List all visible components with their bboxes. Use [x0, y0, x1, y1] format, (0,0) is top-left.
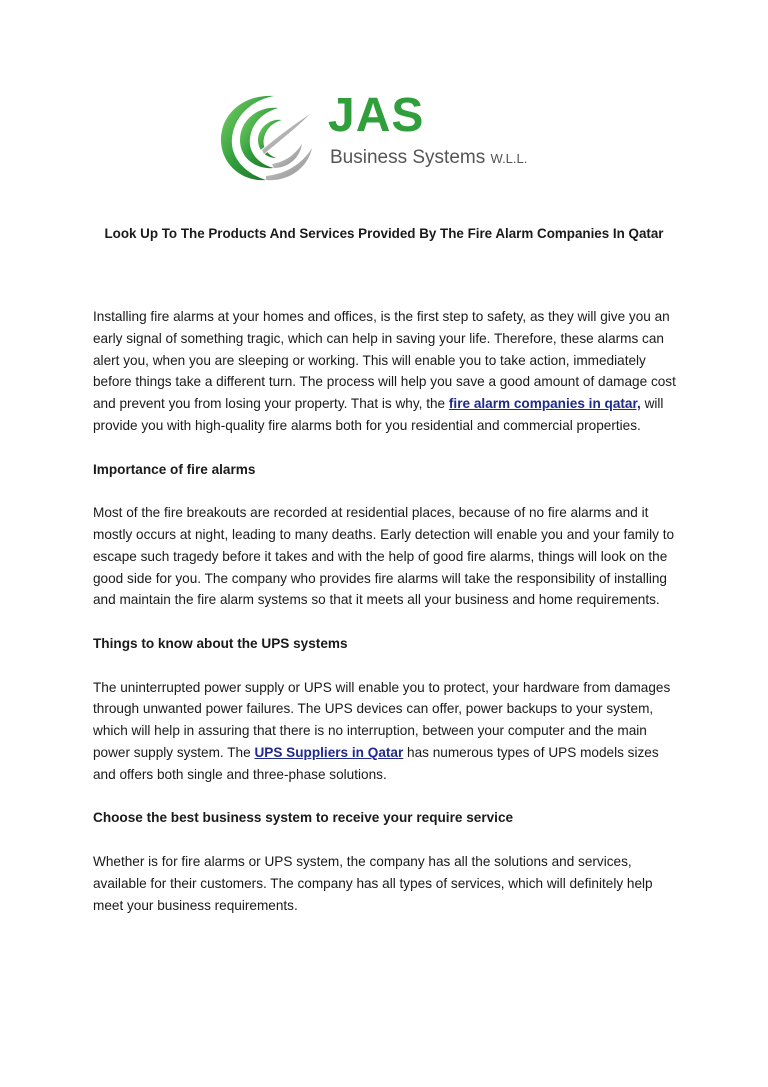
- company-logo: [216, 89, 546, 184]
- importance-heading: Importance of fire alarms: [93, 461, 256, 477]
- ups-text-before-link: The uninterrupted power supply or UPS will enable you to protect, your hardware from damages through unwanted power failures. The UPS devices can offer, power backups to your system, which will help in assuring that there is no interruption, between your computer and the main power supply system. The: [93, 679, 671, 760]
- logo-subline-suffix: W.L.L.: [490, 151, 528, 166]
- fire-alarm-companies-link[interactable]: fire alarm companies in qatar,: [448, 396, 641, 412]
- logo-wordmark: JAS: [328, 89, 425, 142]
- logo-subline-text: Business Systems: [330, 147, 486, 168]
- choose-paragraph: Whether is for fire alarms or UPS system, the company has all the solutions and services, available for their customers. The company has all types of services, which will definitely help meet your business requirements.: [93, 853, 653, 913]
- ups-heading: Things to know about the UPS systems: [93, 635, 348, 651]
- intro-text-after-link: will provide you with high-quality fire alarms both for you residential and commercial properties.: [93, 396, 664, 433]
- logo-subline: [330, 147, 527, 170]
- intro-paragraph: [93, 306, 677, 437]
- document-body: [93, 306, 677, 938]
- intro-text-before-link: Installing fire alarms at your homes and offices, is the first step to safety, as they will give you an early signal of something tragic, which can help in saving your life. Therefore, these alarms can alert you, when you are sleeping or working. This will enable you to take action, immediately before things take a different turn. The process will help you save a good amount of damage cost and prevent you from losing your property. That is why, the: [93, 309, 676, 412]
- swoosh-logo-icon: [216, 92, 320, 184]
- choose-heading: Choose the best business system to receive your require service: [93, 810, 514, 826]
- document-title: Look Up To The Products And Services Provided By The Fire Alarm Companies In Qatar: [104, 226, 664, 241]
- ups-paragraph: [93, 677, 677, 786]
- ups-suppliers-link[interactable]: UPS Suppliers in Qatar: [254, 744, 404, 760]
- importance-paragraph: Most of the fire breakouts are recorded at residential places, because of no fire alarms and it mostly occurs at night, leading to many deaths. Early detection will enable you and your family to escape such tragedy before it takes and with the help of good fire alarms, things will look on the good side for you. The company who provides fire alarms will take the responsibility of installing and maintain the fire alarm systems so that it meets all your business and home requirements.: [93, 505, 675, 608]
- ups-text-after-link: has numerous types of UPS models sizes and offers both single and three-phase solutions.: [93, 744, 659, 782]
